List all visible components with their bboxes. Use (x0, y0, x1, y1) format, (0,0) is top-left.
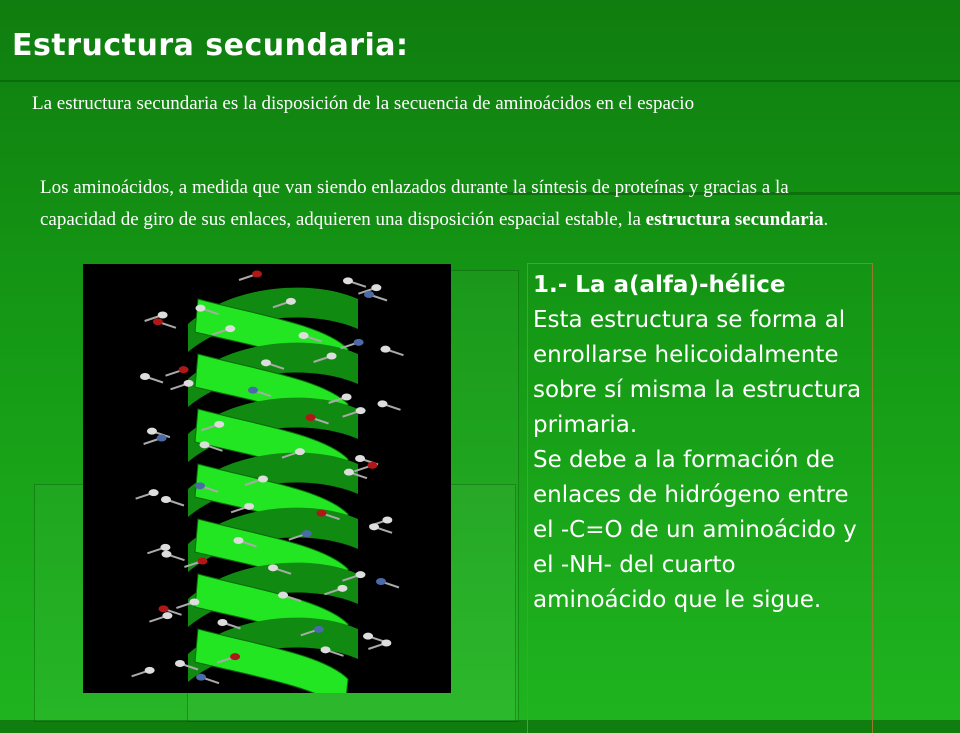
atom (343, 277, 353, 284)
atom (268, 564, 278, 571)
alpha-helix-textbox (527, 263, 873, 733)
atom (380, 346, 390, 353)
atom (314, 626, 324, 633)
atom (261, 359, 271, 366)
atom (140, 373, 150, 380)
slide-title: Estructura secundaria: (12, 28, 409, 63)
atom (367, 462, 377, 469)
atom (278, 592, 288, 599)
synthesis-paragraph (40, 172, 850, 236)
atom (196, 305, 206, 312)
atom (197, 558, 207, 565)
atom (161, 496, 171, 503)
atom (258, 476, 268, 483)
paragraph-text: Los aminoácidos, a medida que van siendo enlazados durante la síntesis de proteínas y gracias a la capacidad de giro de sus enlaces, adquieren una disposición espacial estable, la (40, 177, 789, 230)
paragraph-bold-term: estructura secundaria (645, 209, 824, 230)
decorative-line (0, 80, 960, 82)
atom (179, 366, 189, 373)
alpha-helix-description: Esta estructura se forma al enrollarse helicoidalmente sobre sí misma la estructura primaria. (533, 307, 862, 438)
atom (200, 441, 210, 448)
atom (306, 414, 316, 421)
atom (145, 667, 155, 674)
atom (382, 517, 392, 524)
atom (364, 291, 374, 298)
atom (295, 448, 305, 455)
alpha-helix-cause: Se debe a la formación de enlaces de hidrógeno entre el -C=O de un aminoácido y el -NH- del cuarto aminoácido que le sigue. (533, 447, 857, 613)
atom (158, 312, 168, 319)
atom (355, 571, 365, 578)
atom (299, 332, 309, 339)
atom (230, 653, 240, 660)
atom (189, 599, 199, 606)
atom (369, 523, 379, 530)
atom (342, 394, 352, 401)
atom (354, 339, 364, 346)
atom (302, 530, 312, 537)
paragraph-period: . (823, 209, 829, 230)
atom (233, 537, 243, 544)
intro-paragraph: La estructura secundaria es la disposición de la secuencia de aminoácidos en el espacio (32, 93, 695, 114)
alpha-helix-heading: 1.- La a(alfa)-hélice (533, 272, 786, 298)
atom (162, 551, 172, 558)
atom (381, 640, 391, 647)
atom (175, 660, 185, 667)
alpha-helix-illustration (83, 264, 451, 693)
atom (217, 619, 227, 626)
atom (147, 428, 157, 435)
atom (149, 489, 159, 496)
atom (157, 435, 167, 442)
atom (244, 503, 254, 510)
atom (195, 482, 205, 489)
atom (363, 633, 373, 640)
atom (248, 387, 258, 394)
atom (327, 353, 337, 360)
atom (286, 298, 296, 305)
atom (317, 510, 327, 517)
atom (376, 578, 386, 585)
atom (214, 421, 224, 428)
atom (196, 674, 206, 681)
atom (225, 325, 235, 332)
atom (371, 284, 381, 291)
atom (344, 469, 354, 476)
atom (321, 646, 331, 653)
atom (162, 612, 172, 619)
atom (337, 585, 347, 592)
atom (252, 271, 262, 278)
atom (160, 544, 170, 551)
atom (184, 380, 194, 387)
alpha-helix-image (83, 264, 451, 693)
atom (355, 455, 365, 462)
atom (153, 318, 163, 325)
atom (159, 605, 169, 612)
atom (377, 400, 387, 407)
atom (356, 407, 366, 414)
